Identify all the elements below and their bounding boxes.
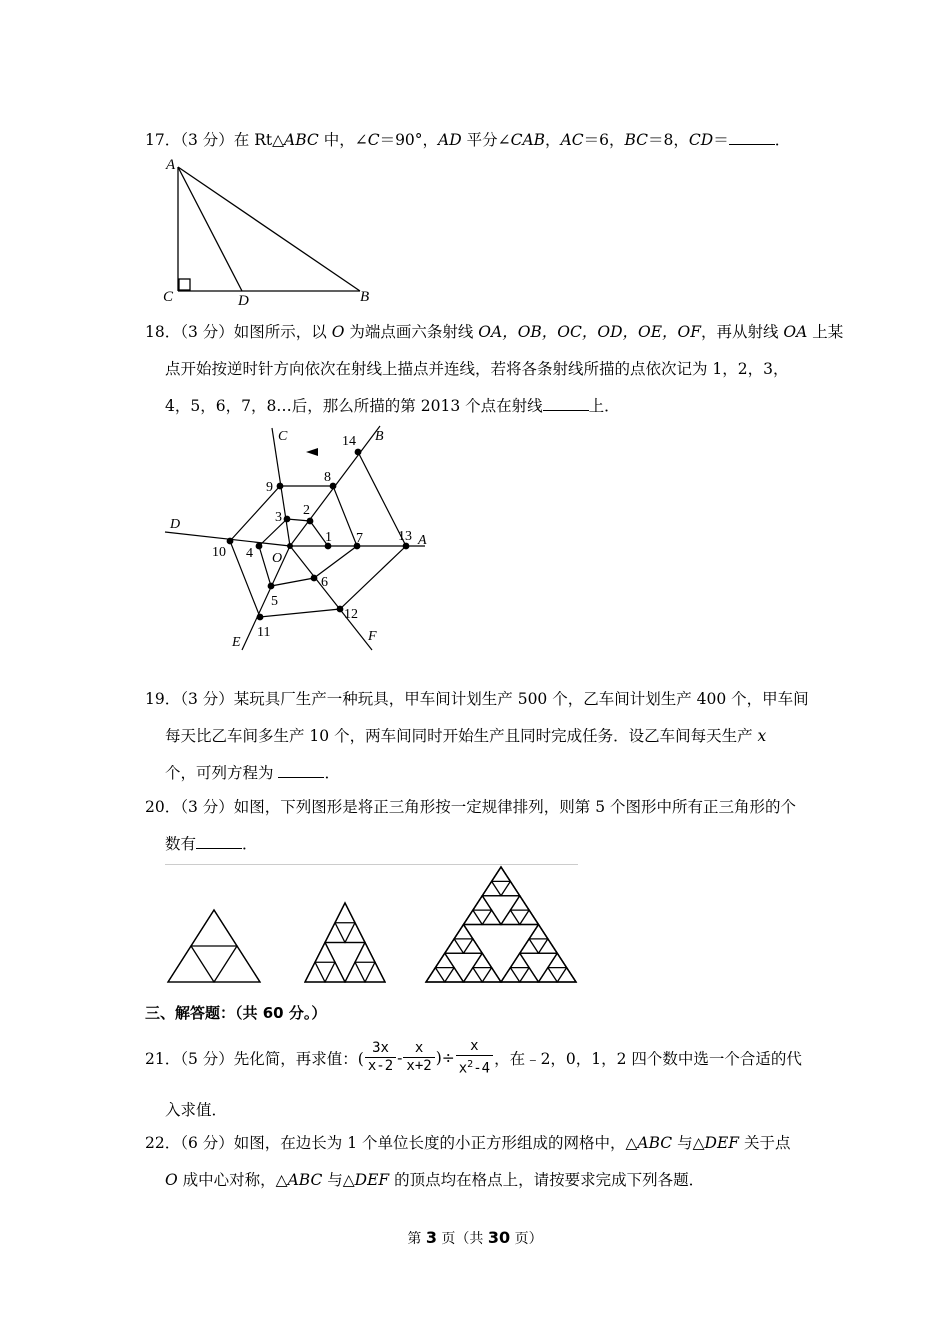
triangle-edge <box>539 939 558 953</box>
triangle-edge <box>492 867 511 881</box>
triangle-edge <box>501 968 520 982</box>
fraction-2: $\frac{x}{x+2}$ <box>403 1040 434 1075</box>
page-footer: 第 3 页（共 30 页） <box>407 1228 543 1247</box>
triangle-edge <box>501 881 520 895</box>
answer-blank[interactable] <box>543 396 589 411</box>
triangle-edge <box>529 925 548 939</box>
svg-text:5: 5 <box>271 594 278 609</box>
triangle-edge <box>305 962 325 982</box>
triangle-edge <box>445 968 464 982</box>
svg-text:1: 1 <box>325 530 332 545</box>
triangle-edge <box>520 910 539 924</box>
ray-label-B: B <box>375 429 384 444</box>
triangle-edge <box>445 939 464 953</box>
triangle-edge <box>315 943 335 963</box>
q17-triangle-figure <box>160 155 380 310</box>
triangle-edge <box>191 910 237 946</box>
triangle-edge <box>510 953 529 967</box>
svg-text:12: 12 <box>344 607 358 622</box>
ray-label-C: C <box>278 429 288 444</box>
question-18-line-3: 4，5，6，7，8…后，那么所描的第 2013 个点在射线 上． <box>165 397 620 415</box>
triangle-edge <box>482 968 501 982</box>
triangle-edge <box>325 962 345 982</box>
svg-text:11: 11 <box>257 625 271 640</box>
triangle-edge <box>168 946 214 982</box>
question-20-line-2: 数有 ． <box>165 835 258 853</box>
svg-text:7: 7 <box>356 531 363 546</box>
triangle-edge <box>214 946 260 982</box>
fraction-3: $\frac{x}{x^2-4}$ <box>456 1038 493 1078</box>
triangle-edge <box>482 881 501 895</box>
triangle-edge <box>325 923 345 943</box>
svg-text:2: 2 <box>303 503 310 518</box>
label-B: B <box>360 289 370 305</box>
triangle-edge <box>520 968 539 982</box>
point-label-O: O <box>272 551 283 566</box>
svg-text:3: 3 <box>275 510 282 525</box>
label-A: A <box>166 157 176 173</box>
triangle-edge <box>464 939 483 953</box>
question-19-line-1: 19．（3 分）某玩具厂生产一种玩具，甲车间计划生产 500 个，乙车间计划生产 400 个，甲车间 <box>145 690 809 708</box>
triangle-edge <box>482 910 501 924</box>
triangle-edge <box>435 953 454 967</box>
triangle-edge <box>473 896 492 910</box>
svg-text:14: 14 <box>342 434 356 449</box>
label-C: C <box>163 289 174 305</box>
answer-blank[interactable] <box>196 834 242 849</box>
question-20-line-1: 20．（3 分）如图，下列图形是将正三角形按一定规律排列，则第 5 个图形中所有正三角形的个 <box>145 798 796 816</box>
question-21: 21．（5 分）先化简，再求值：( $\frac{3x}{x-2}$ - $\frac{x}{x+2}$ )÷ $\frac{x}{x^2-4}$ ，在﹣2，0，1，2 四个数中选一个合适的代 <box>145 1038 802 1077</box>
answer-blank[interactable] <box>729 130 775 145</box>
question-17: 17．（3 分）在 Rt△ABC 中，∠C＝90°，AD 平分∠CAB，AC＝6，BC＝8，CD＝ ． <box>145 131 791 149</box>
triangle-edge <box>355 943 375 963</box>
triangle-edge <box>557 968 576 982</box>
triangle-edge <box>548 953 567 967</box>
triangle-edge <box>345 962 365 982</box>
fraction-1: $\frac{3x}{x-2}$ <box>365 1040 396 1075</box>
question-18-line-1: 18．（3 分）如图所示，以 O 为端点画六条射线 OA，OB，OC，OD，OE，OF，再从射线 OA 上某 <box>145 323 844 341</box>
ray-label-E: E <box>232 635 241 650</box>
triangle-edge <box>510 896 529 910</box>
triangle-edge <box>454 925 473 939</box>
ray-label-A: A <box>418 533 427 548</box>
svg-text:13: 13 <box>398 529 412 544</box>
triangle-edge <box>464 910 483 924</box>
triangle-edge <box>520 939 539 953</box>
triangle-edge <box>501 910 520 924</box>
triangle-edge <box>426 968 445 982</box>
ray-label-F: F <box>368 629 377 644</box>
ray-label-D: D <box>170 517 181 532</box>
question-18-line-2: 点开始按逆时针方向依次在射线上描点并连线，若将各条射线所描的点依次记为 1，2，3， <box>165 360 789 378</box>
answer-blank[interactable] <box>278 763 324 778</box>
svg-text:4: 4 <box>246 546 253 561</box>
section-heading: 三、解答题：（共 60 分。） <box>145 1004 327 1022</box>
question-22-line-2: O 成中心对称，△ABC 与△DEF 的顶点均在格点上，请按要求完成下列各题． <box>165 1171 705 1189</box>
triangle-edge <box>464 968 483 982</box>
question-19-line-2: 每天比乙车间多生产 10 个，两车间同时开始生产且同时完成任务．设乙车间每天生产 x <box>165 727 767 745</box>
question-19-line-3: 个，可列方程为 ． <box>165 764 340 782</box>
question-21-line-2: 入求值． <box>165 1101 228 1119</box>
svg-text:10: 10 <box>212 545 226 560</box>
q20-triangle-patterns <box>160 865 585 990</box>
svg-text:9: 9 <box>266 480 273 495</box>
question-22-line-1: 22．（6 分）如图，在边长为 1 个单位长度的小正方形组成的网格中，△ABC 与△DEF 关于点 <box>145 1134 791 1152</box>
svg-text:6: 6 <box>321 575 328 590</box>
q18-rays-figure <box>160 420 440 655</box>
triangle-edge <box>335 903 355 923</box>
label-D: D <box>238 293 249 309</box>
triangle-edge <box>345 923 365 943</box>
triangle-edge <box>539 968 558 982</box>
triangle-edge <box>473 953 492 967</box>
triangle-edge <box>365 962 385 982</box>
svg-text:8: 8 <box>324 470 331 485</box>
